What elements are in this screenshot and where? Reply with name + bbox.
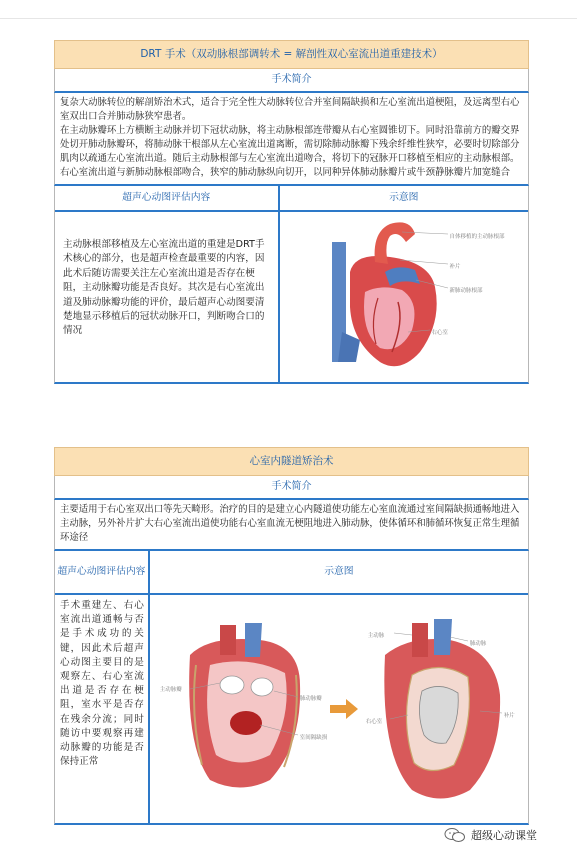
drt-eval-header: 超声心动图评估内容 (55, 186, 278, 212)
label-pulmonary-valve: 肺动脉瓣 (299, 696, 322, 702)
drt-intro-paragraph-2: 在主动脉瓣环上方横断主动脉并切下冠状动脉，将主动脉根部连带瓣从右心室圆锥切下。同时沿靠前方的瓣交界处切开肺动脉瓣环，将肺动脉干根部从左心室流出道离断，需切除肺动脉瓣下残余纤维性狭窄，必要时切除部分肌肉以疏通左心室流出道。随后主动脉根部与左心室流出道吻合，将切下的冠脉开口移植至相应的主动脉根部。右心室流出道与新肺动脉根部吻合，狭窄的肺动脉纵向切开，以同种异体肺动脉瓣片或牛颈静脉瓣片加宽缝合 (60, 125, 520, 178)
drt-intro-text (54, 93, 529, 186)
drt-intro-paragraph-1: 复杂大动脉转位的解剖矫治术式，适合于完全性大动脉转位合并室间隔缺损和左心室流出道梗阻，及远离型右心室双出口合并肺动脉狭窄患者。 (60, 97, 520, 122)
drt-section-title: DRT 手术（双动脉根部调转术 = 解剖性双心室流出道重建技术） (54, 40, 529, 69)
drt-section (54, 40, 529, 384)
page-top-divider (0, 18, 577, 19)
aortic-valve-shape (220, 676, 244, 694)
pulmonary-valve-shape (251, 678, 273, 696)
arrow-shape (330, 699, 358, 719)
label-pulmonary-artery: 肺动脉 (469, 641, 487, 647)
drt-diagram-header: 示意图 (280, 186, 528, 212)
ivr-diagram-header: 示意图 (150, 551, 528, 595)
label-right-ventricle-2: 右心室 (365, 719, 383, 725)
wechat-icon (444, 827, 466, 843)
label-patch-2: 补片 (503, 713, 515, 719)
watermark (444, 827, 537, 843)
drt-eval-column (55, 186, 278, 382)
label-patch: 补片 (449, 264, 461, 270)
label-aorta: 主动脉 (367, 633, 385, 639)
ivr-eval-column (55, 551, 148, 823)
vsd-shape (230, 711, 262, 735)
ivr-diagram-column (148, 551, 528, 823)
label-aortic-valve: 主动脉瓣 (159, 687, 182, 693)
watermark-text: 超级心动课堂 (471, 829, 537, 842)
label-right-ventricle: 右心室 (431, 330, 449, 336)
drt-diagram-column (278, 186, 528, 382)
ivr-eval-text: 手术重建左、右心室流出道通畅与否是手术成功的关键，因此术后超声心动图主要目的是观察左、右心室流出道是否存在梗阻，室水平是否存在残余分流；同时随访中要观察再建动脉瓣的功能是否保持正常 (60, 600, 144, 768)
drt-diagram (280, 212, 528, 382)
ivr-diagram (150, 595, 528, 823)
ivr-section-title: 心室内隧道矫治术 (54, 447, 529, 476)
label-vsd: 室间隔缺损 (299, 735, 328, 741)
ivr-eval-grid (54, 551, 529, 825)
drt-eval-grid (54, 186, 529, 384)
drt-eval-text: 主动脉根部移植及左心室流出道的重建是DRT手术核心的部分，也是超声检查最重要的内容，因此术后随访需要关注左心室流出道是否存在梗阻，主动脉瓣功能是否良好。其次是右心室流出道及肺动脉瓣功能的评价，最后超声心动图要清楚地显示移植后的冠状动脉开口，判断吻合口的情况 (63, 239, 265, 337)
ivr-eval-header: 超声心动图评估内容 (55, 551, 148, 595)
drt-intro-label: 手术简介 (54, 69, 529, 93)
ivr-section (54, 447, 529, 825)
label-new-pulmonary-root: 新肺动脉根部 (449, 288, 483, 294)
label-autograft-aortic-root: 自体移植的主动脉根部 (449, 234, 505, 240)
ivr-surgery-illustration (150, 595, 529, 823)
ivr-intro-label: 手术简介 (54, 476, 529, 500)
ivr-intro-text: 主要适用于右心室双出口等先天畸形。治疗的目的是建立心内隧道使功能左心室血流通过室间隔缺损通畅地进入主动脉，另外补片扩大右心室流出道使功能右心室血流无梗阻地进入肺动脉，使体循环和肺循环恢复正常生理循环途径 (54, 500, 529, 551)
